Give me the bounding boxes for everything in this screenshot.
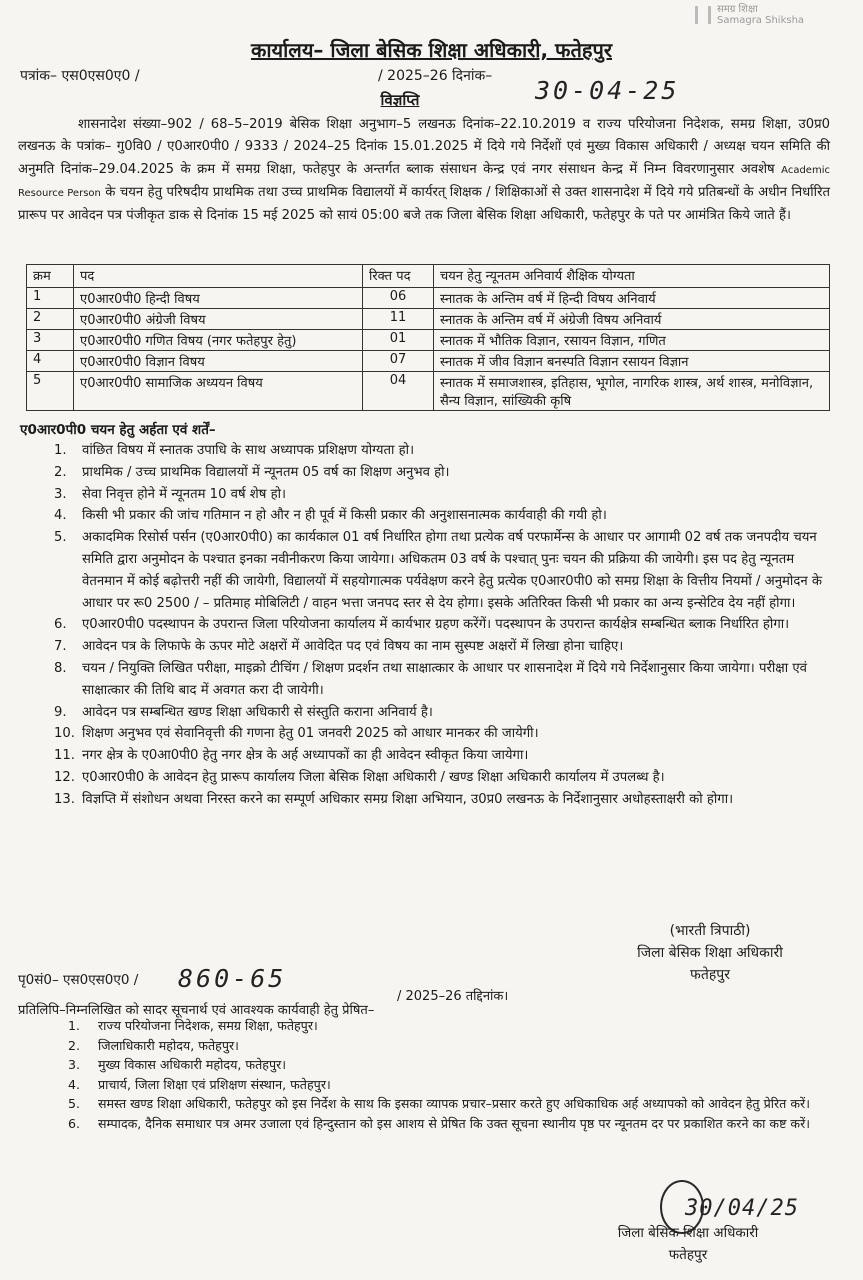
table-header-row	[27, 265, 830, 288]
table-row: 2 ए0आर0पी0 अंग्रेजी विषय 11 स्नातक के अन्तिम वर्ष में अंग्रेजी विषय अनिवार्य	[27, 309, 830, 330]
intro-paragraph: शासनादेश संख्या–902 / 68–5–2019 बेसिक शिक्षा अनुभाग–5 लखनऊ दिनांक–22.10.2019 व राज्य परियोजना निदेशक, समग्र शिक्षा, उ0प्र0 लखनऊ के पत्रांक– गु0वि0 / ए0आर0पी0 / 9333 / 2024–25 दिनांक 15.01.2025 में दिये गये निर्देशों एवं मुख्य विकास अधिकारी / अध्यक्ष चयन समिति की अनुमति दिनांक–29.04.2025 के क्रम में समग्र शिक्षा, फतेहपुर के अन्तर्गत ब्लाक संसाधन केन्द्र एवं नगर संसाधन केन्द्र में निम्न विवरणानुसार अवशेष Academic Resource Person के चयन हेतु परिषदीय प्राथमिक तथा उच्च प्राथमिक विद्यालयों में कार्यरत् शिक्षक / शिक्षिकाओं से उक्त शासनादेश में दिये गये प्रतिबन्धों के अधीन निर्धारित प्रारूप पर आवेदन पत्र पंजीकृत डाक से दिनांक 15 मई 2025 को सायं 05:00 बजे तक जिला बेसिक शिक्षा अधिकारी, फतेहपुर के पते पर आमंत्रित किये जाते हैं।	[18, 117, 830, 224]
logo-english: Samagra Shiksha	[717, 15, 805, 26]
handwritten-endorsement-number: 860-65	[178, 964, 287, 993]
letter-date-label: / 2025–26 दिनांक–	[378, 68, 493, 84]
table-row: 3 ए0आर0पी0 गणित विषय (नगर फतेहपुर हेतु) 01 स्नातक में भौतिक विज्ञान, रसायन विज्ञान, गणित	[27, 330, 830, 351]
officer-designation: जिला बेसिक शिक्षा अधिकारी	[637, 945, 783, 961]
conditions-heading: ए0आर0पी0 चयन हेतु अर्हता एवं शर्तें–	[20, 422, 216, 438]
arp-english-term: Academic Resource Person	[18, 164, 830, 199]
officer-place: फतेहपुर	[690, 967, 730, 983]
list-item: 6. सम्पादक, दैनिक समाधार पत्र अमर उजाला एवं हिन्दुस्तान को इस आशय से प्रेषित कि उक्त सूचना स्थानीय पृष्ठ पर न्यूनतम दर पर प्रकाशित करने का कष्ट करें।	[68, 1115, 811, 1131]
handwritten-sign-date: 30/04/25	[685, 1196, 799, 1221]
endorsement-number: पृ0सं0– एस0एस0ए0 /	[18, 972, 139, 988]
list-item: 10. शिक्षण अनुभव एवं सेवानिवृत्ती की गणना हेतु 01 जनवरी 2025 को आधार मानकर की जायेगी।	[54, 726, 539, 742]
logo-hindi: समग्र शिक्षा	[717, 4, 758, 15]
endorsement-date: / 2025–26 तद्दिनांक।	[397, 989, 509, 1004]
list-item: 5. समस्त खण्ड शिक्षा अधिकारी, फतेहपुर को इस निर्देश के साथ कि इसका व्यापक प्रचार–प्रसार करते हुए अधिकाधिक अर्ह अध्यापको को आवेदन हेतु प्रेरित करें।	[68, 1096, 810, 1111]
list-item: 4. किसी भी प्रकार की जांच गतिमान न हो और न ही पूर्व में किसी प्रकार की अनुशासनात्मक कार्यवाही की गयी हो।	[54, 508, 607, 524]
col-sn: क्रम	[27, 265, 74, 288]
col-vacancies: रिक्त पद	[363, 265, 434, 288]
table-row: 1 ए0आर0पी0 हिन्दी विषय 06 स्नातक के अन्तिम वर्ष में हिन्दी विषय अनिवार्य	[27, 288, 830, 309]
letter-number: पत्रांक– एस0एस0ए0 /	[20, 68, 140, 84]
signature-block	[600, 920, 820, 986]
list-item: 2. प्राथमिक / उच्च प्राथमिक विद्यालयों में न्यूनतम 05 वर्ष का शिक्षण अनुभव हो।	[54, 464, 450, 480]
list-item: 5. अकादमिक रिसोर्स पर्सन (ए0आर0पी0) का कार्यकाल 01 वर्ष निर्धारित होगा तथा प्रत्येक वर्ष परफार्मेन्स के आधार पर आगामी 02 वर्ष तक जनपदीय चयन समिति द्वारा अनुमोदन के पश्चात इनका नवीनीकरण किया जायेगा। अधिकतम 03 वर्ष के पश्चात् पुनः चयन की प्रक्रिया की जायेगी। इस पद हेतु न्यूनतम वेतनमान में कोई बढ़ोत्तरी नहीं की जायेगी, विद्यालयों में सहयोगात्मक पर्यवेक्षण करने हेतु प्रत्येक ए0आर0पी0 को समग्र शिक्षा के वित्तीय नियमों / अनुमोदन के आधार पर रू0 2500 / – प्रतिमाह मोबिलिटी / वाहन भत्ता जनपद स्तर से देय होगा। इसके अतिरिक्त किसी भी प्रकार का अन्य इन्सेटिव देय नहीं होगा।	[54, 530, 822, 611]
list-item: 3. सेवा निवृत्त होने में न्यूनतम 10 वर्ष शेष हो।	[54, 486, 287, 502]
list-item: 13. विज्ञप्ति में संशोधन अथवा निरस्त करने का सम्पूर्ण अधिकार समग्र शिक्षा अभियान, उ0प्र0 लखनऊ के निर्देशानुसार अधोहस्ताक्षरी को होगा।	[54, 791, 734, 807]
col-qualification: चयन हेतु न्यूनतम अनिवार्य शैक्षिक योग्यता	[434, 265, 830, 288]
list-item: 6. ए0आर0पी0 पदस्थापन के उपरान्त जिला परियोजना कार्यालय में कार्यभार ग्रहण करेंगें। पदस्थापन के उपरान्त कार्यक्षेत्र सम्बन्धित ब्लाक निर्धारित होगा।	[54, 617, 790, 633]
officer-name: (भारती त्रिपाठी)	[669, 923, 751, 939]
handwritten-date: 30-04-25	[535, 76, 680, 105]
list-item: 4. प्राचार्य, जिला शिक्षा एवं प्रशिक्षण संस्थान, फतेहपुर।	[68, 1076, 331, 1092]
samagra-shiksha-logo	[695, 2, 845, 28]
vacancy-table	[26, 264, 830, 411]
list-item: 7. आवेदन पत्र के लिफाफे के ऊपर मोटे अक्षरों में आवेदित पद एवं विषय का नाम सुस्पष्ट अक्षरों में लिखा होना चाहिए।	[54, 639, 624, 655]
list-item: 12. ए0आर0पी0 के आवेदन हेतु प्रारूप कार्यालय जिला बेसिक शिक्षा अधिकारी / खण्ड शिक्षा अधिकारी कार्यालय में उपलब्ध है।	[54, 769, 665, 785]
list-item: 11. नगर क्षेत्र के ए0आ0पी0 हेतु नगर क्षेत्र के अर्ह अध्यापकों का ही आवेदन स्वीकृत किया जायेगा।	[54, 748, 529, 764]
signature-block-2	[588, 1222, 788, 1266]
samagra-shiksha-logo-icon	[695, 6, 711, 24]
col-post: पद	[74, 265, 363, 288]
notice-heading: विज्ञप्ति	[380, 91, 420, 109]
conditions-list	[28, 440, 828, 811]
list-item: 9. आवेदन पत्र सम्बन्धित खण्ड शिक्षा अधिकारी से संस्तुति कराना अनिवार्य है।	[54, 704, 433, 720]
list-item: 3. मुख्य विकास अधिकारी महोदय, फतेहपुर।	[68, 1057, 287, 1072]
copy-to-heading: प्रतिलिपि–निम्नलिखित को सादर सूचनार्थ एवं आवश्यक कार्यवाही हेतु प्रेषित–	[18, 1003, 375, 1018]
officer-place-2: फतेहपुर	[668, 1247, 708, 1263]
office-title: कार्यालय– जिला बेसिक शिक्षा अधिकारी, फतेहपुर	[250, 38, 613, 62]
officer-designation-2: जिला बेसिक शिक्षा अधिकारी	[617, 1225, 759, 1241]
list-item: 8. चयन / नियुक्ति लिखित परीक्षा, माइक्रो टीचिंग / शिक्षण प्रदर्शन तथा साक्षात्कार के आधार पर शासनादेश में दिये गये निर्देशानुसार किया जायेगा। परीक्षा एवं साक्षात्कार की तिथि बाद में अवगत करा दी जायेगी।	[54, 660, 807, 698]
table-row: 4 ए0आर0पी0 विज्ञान विषय 07 स्नातक में जीव विज्ञान बनस्पति विज्ञान रसायन विज्ञान	[27, 351, 830, 372]
list-item: 1. वांछित विषय में स्नातक उपाधि के साथ अध्यापक प्रशिक्षण योग्यता हो।	[54, 443, 415, 458]
table-row: 5 ए0आर0पी0 सामाजिक अध्ययन विषय 04 स्नातक में समाजशास्त्र, इतिहास, भूगोल, नागरिक शास्त्र, अर्थ शास्त्र, मनोविज्ञान, सैन्य विज्ञान, सांख्यिकी कृषि	[27, 372, 830, 411]
list-item: 1. राज्य परियोजना निदेशक, समग्र शिक्षा, फतेहपुर।	[68, 1018, 318, 1033]
list-item: 2. जिलाधिकारी महोदय, फतेहपुर।	[68, 1037, 239, 1053]
copy-to-list	[28, 1016, 828, 1133]
